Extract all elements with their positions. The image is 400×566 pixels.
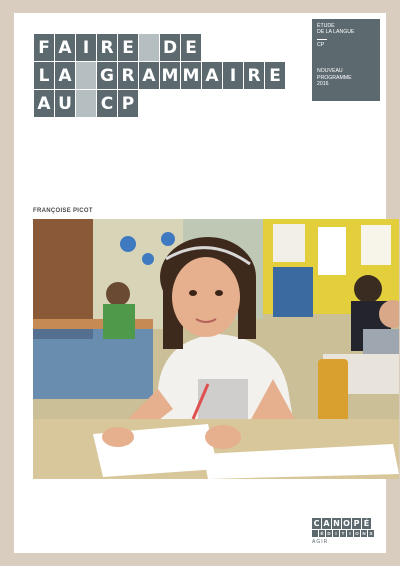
classroom-illustration (33, 219, 399, 479)
title-letter-tile: A (34, 90, 54, 117)
logo-sub-tile: N (362, 531, 366, 536)
program-year: 2016 (317, 81, 329, 88)
title-letter-tile: G (97, 62, 117, 89)
title-letter-tile: R (244, 62, 264, 89)
title-row (34, 62, 285, 89)
logo-sub-tile: S (369, 531, 373, 536)
title-letter-tile: D (160, 34, 180, 61)
publisher-logo (312, 518, 374, 545)
title-row (34, 90, 285, 117)
logo-sub-tile: O (355, 531, 359, 536)
title-letter-tile: M (160, 62, 180, 89)
subject-line-1: ÉTUDE (317, 23, 335, 29)
title-letter-tile: R (97, 34, 117, 61)
title-spacer-tile (76, 62, 96, 89)
title-letter-tile: A (139, 62, 159, 89)
title-letter-tile: C (97, 90, 117, 117)
logo-sub-tile: T (341, 531, 345, 536)
author-name: FRANÇOISE PICOT (33, 208, 93, 214)
title-row (34, 34, 285, 61)
book-cover (14, 13, 386, 553)
title-letter-tile: U (55, 90, 75, 117)
title-letter-tile: R (118, 62, 138, 89)
logo-letter-tile: C (313, 519, 320, 528)
logo-sub-tile: I (347, 530, 353, 537)
logo-letter-tile: N (333, 519, 340, 528)
logo-letter-tile: A (323, 519, 330, 528)
title-letter-tile: E (265, 62, 285, 89)
title-letter-tile: E (118, 34, 138, 61)
program-line-2: PROGRAMME (317, 74, 352, 81)
logo-sub-tile: D (327, 531, 331, 536)
title-letter-tile: F (34, 34, 54, 61)
title-spacer-tile (139, 34, 159, 61)
title-spacer-tile (76, 90, 96, 117)
title-letter-tile: A (55, 34, 75, 61)
cover-photo (33, 219, 399, 479)
title-letter-tile: L (34, 62, 54, 89)
logo-letter-tile: O (343, 519, 350, 528)
title-letter-tile: I (76, 34, 96, 61)
logo-sub-tile: É (320, 531, 324, 536)
logo-sub-tile: I (333, 530, 339, 537)
program-line-1: NOUVEAU (317, 68, 343, 75)
title-letter-tile: E (181, 34, 201, 61)
logo-letter-tile: É (363, 519, 370, 528)
title-letter-tile: M (181, 62, 201, 89)
title-letter-tile: I (223, 62, 243, 89)
logo-letter-tile: P (353, 519, 360, 528)
logo-editions (312, 530, 374, 537)
logo-sub-tile (312, 530, 318, 537)
info-block (312, 19, 380, 101)
subject-line-2: DE LA LANGUE (317, 29, 355, 36)
book-title (34, 34, 285, 118)
title-letter-tile: P (118, 90, 138, 117)
divider (317, 39, 327, 40)
logo-tagline: AGIR (312, 539, 329, 545)
level-label: CP (317, 41, 325, 48)
title-letter-tile: A (55, 62, 75, 89)
title-letter-tile: A (202, 62, 222, 89)
logo-letters (312, 518, 374, 529)
